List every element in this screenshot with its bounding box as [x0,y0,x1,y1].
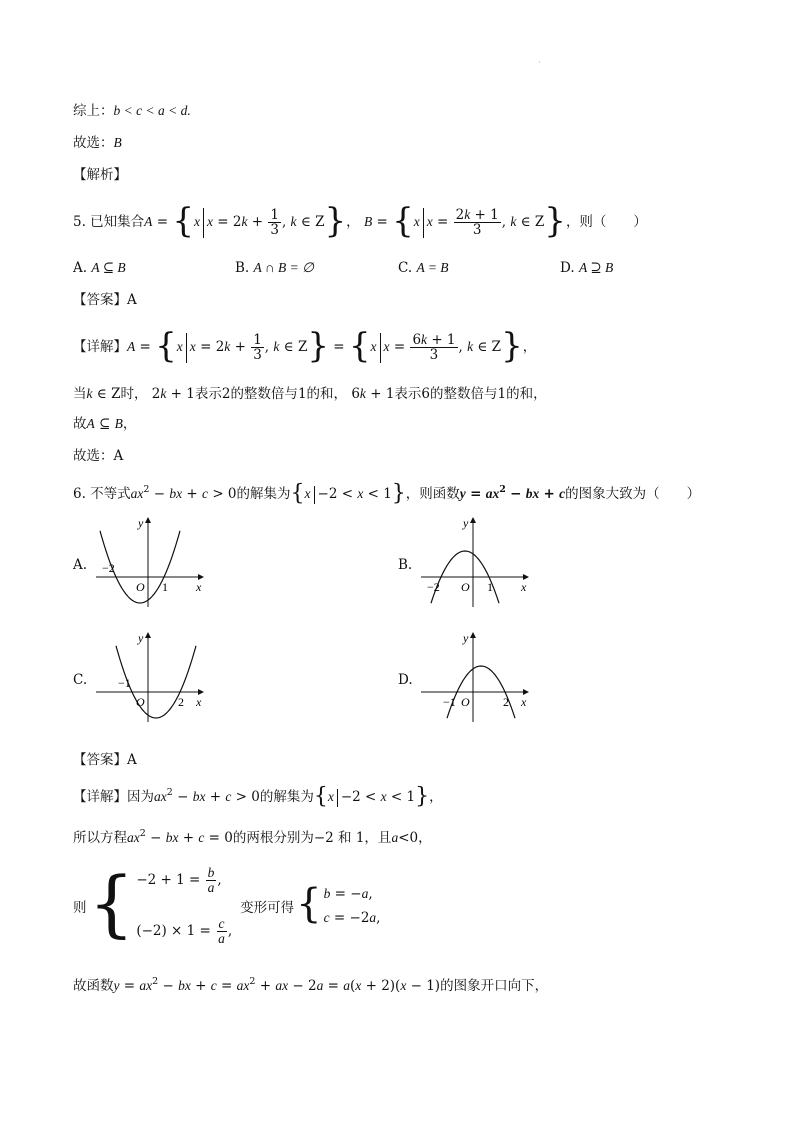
header-mark: · [538,58,541,67]
explain-line: 当k ∈ Z时， 2k + 1表示2的整数倍与1的和， 6k + 1表示6的整数倍与1的和， [73,386,547,402]
y-label: y [138,631,144,645]
choose-a-line: 故选：A [73,448,124,464]
left-root-label: −2 [427,580,440,594]
x-label: x [521,695,527,709]
summary-expr: b < c < a < d. [113,103,191,118]
y-axis-arrow [145,632,151,638]
roots-line: 所以方程$ax^2$ − bx + c = 0的两根分别为−2 和 1，且a<0， [73,828,432,846]
option-5-b: B. A ∩ B = ∅ [235,260,314,276]
x-label: x [521,580,527,594]
graph-option-d: D. [398,672,413,688]
graph-c [90,630,210,725]
right-root-label: 2 [178,695,184,709]
detail-5: 【详解】A = {x x = 2k + $\frac{1}{3}$ , k ∈ Z} = {x x = $\frac{6k + 1}{3}$ , k ∈ Z}， [73,325,537,366]
y-axis-arrow [470,517,476,523]
graph-option-b: B. [398,557,413,573]
origin-label: O [136,580,145,594]
right-root-label: 1 [162,580,168,594]
option-5-a: A. A ⊆ B [73,260,126,276]
option-5-d: D. A ⊇ B [560,260,614,276]
equation-system: 则 { −2 + 1 = $\frac{b}{a}$ , (−2) × 1 = $\frac{c}{a}$ , 变形可得 { b = −a, c = −2a, [73,861,381,946]
right-root-label: 1 [487,580,493,594]
choose-b-line: 故选：B [73,135,122,151]
graph-a [90,515,210,610]
right-root-label: 2 [503,695,509,709]
answer-6: 【答案】A [73,752,137,768]
detail-6: 【详解】因为$ax^2$ − bx + c > 0的解集为{x −2 < x < 1}， [73,783,443,809]
final-line: 故函数$y = ax^2$ − bx + $c = ax^2$ + ax − 2a = a(x + 2)(x − 1)的图象开口向下， [73,976,549,994]
jiexi-label: 【解析】 [73,167,127,183]
graph-b [415,515,535,610]
y-axis-arrow [145,517,151,523]
answer-5: 【答案】A [73,292,137,308]
left-root-label: −2 [102,561,115,575]
graph-option-c: C. [73,672,88,688]
question-6: 6. 不等式$ax^2$ − bx + c > 0的解集为{x −2 < x < 1}，则函数$y = ax^2$ − bx + c的图象大致为（ ） [73,480,701,506]
graph-d [415,630,535,725]
origin-label: O [461,695,470,709]
y-label: y [463,631,469,645]
y-axis-arrow [470,632,476,638]
origin-label: O [461,580,470,594]
question-5: 5. 已知集合A = {x x = 2k + $\frac{1}{3}$ , k ∈ Z}， B = {x x = $\frac{2k + 1}{3}$ , k ∈ Z}，则（ ） [73,200,647,241]
x-label: x [196,695,202,709]
x-label: x [196,580,202,594]
graph-option-a: A. [73,557,88,573]
left-root-label: −1 [443,695,456,709]
left-root-label: −1 [118,676,131,690]
origin-label: O [136,695,145,709]
y-label: y [463,516,469,530]
summary-line: 综上：b < c < a < d. [73,103,191,119]
y-label: y [138,516,144,530]
so-a-subset-b: 故A ⊆ B， [73,416,137,432]
option-5-c: C. A = B [398,260,449,276]
